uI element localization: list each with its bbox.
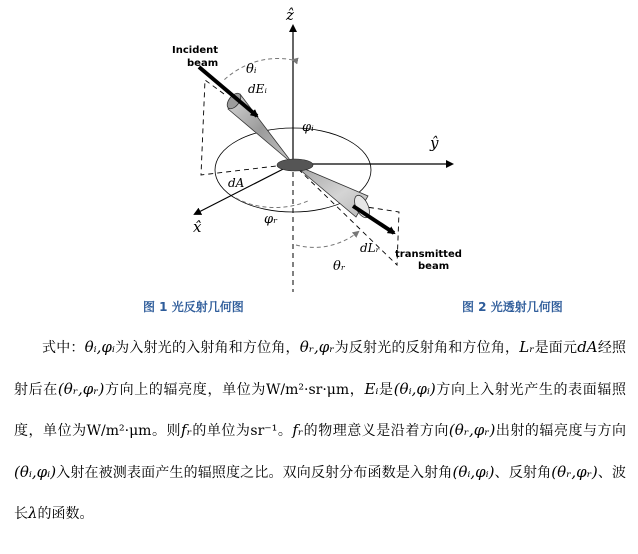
text-segment: 入射在被测表面产生的辐照度之比。双向反射分布函数是入射角 — [56, 464, 453, 481]
figure-1-caption: 图 1 光反射几何图 — [143, 300, 244, 314]
dLr-label: dLᵣ — [360, 241, 380, 255]
theta-r-arc — [296, 232, 358, 247]
y-axis-label: ŷ — [430, 134, 439, 152]
math-incident-direction: (θᵢ,φᵢ) — [393, 379, 436, 398]
incident-label-1: Incident — [172, 45, 219, 56]
text-segment: 式中： — [42, 340, 85, 356]
text-segment: ， — [349, 381, 365, 398]
math-incident-direction: (θᵢ,φᵢ) — [14, 462, 57, 481]
math-fr: fᵣ — [181, 421, 192, 439]
math-reflected-direction: (θᵣ,φᵣ) — [57, 379, 105, 398]
transmitted-label-1: transmitted — [395, 249, 462, 260]
phi-r-label: φᵣ — [264, 212, 278, 227]
phi-i-label: φᵢ — [302, 120, 314, 135]
theta-i-label: θᵢ — [246, 62, 257, 77]
z-axis-label: ẑ — [286, 6, 294, 24]
text-segment: 。则 — [151, 423, 182, 439]
math-lambda: λ — [28, 504, 38, 522]
transmitted-label-2: beam — [418, 261, 450, 272]
math-dA: dA — [577, 338, 598, 356]
math-incident-angle: (θᵢ,φᵢ) — [452, 462, 495, 481]
dEi-label: dEᵢ — [248, 82, 267, 96]
incident-label-2: beam — [187, 58, 219, 69]
text-segment: 是 — [378, 381, 394, 398]
theta-i-arc — [224, 58, 293, 80]
math-reflected-angle: (θᵣ,φᵣ) — [551, 462, 598, 481]
math-Lr: Lᵣ — [519, 338, 535, 356]
text-segment: 为反射光的反射角和方位角， — [334, 340, 520, 356]
transmitted-projection — [293, 164, 399, 265]
text-segment: 方向上入射光产生的表面辐照度，单位为 — [14, 381, 627, 439]
phi-r-arc — [236, 198, 310, 208]
text-segment: 方向上的辐亮度，单位为 — [104, 381, 266, 398]
unit-radiance: W/m²·sr·μm — [266, 381, 350, 398]
math-Ei: Eᵢ — [364, 379, 379, 398]
surface-element — [277, 159, 313, 171]
body-paragraph — [14, 327, 626, 535]
text-segment: 。 — [277, 423, 293, 439]
figure-2-caption: 图 2 光透射几何图 — [462, 300, 563, 314]
text-segment: 、反射角 — [494, 464, 552, 481]
math-incident-angles: θᵢ,φᵢ — [84, 338, 115, 356]
text-segment: 的单位为 — [191, 423, 251, 439]
theta-r-label: θᵣ — [333, 259, 346, 274]
text-segment: 的函数。 — [37, 506, 94, 522]
dA-label: dA — [228, 176, 245, 190]
text-segment: 的物理意义是沿着方向 — [303, 423, 449, 439]
text-segment: 出射的辐亮度与方向 — [495, 423, 627, 439]
text-segment: 为入射光的入射角和方位角， — [114, 340, 300, 356]
text-segment: 是面元 — [534, 340, 578, 356]
x-axis-label: x̂ — [193, 218, 202, 236]
text-segment: 、波长 — [14, 464, 627, 522]
math-reflected-direction: (θᵣ,φᵣ) — [448, 421, 496, 439]
unit-sr-inverse: sr⁻¹ — [250, 423, 278, 439]
unit-irradiance: W/m²·μm — [86, 423, 152, 439]
text-segment: 经照射后在 — [14, 340, 627, 398]
math-reflected-angles: θᵣ,φᵣ — [299, 338, 335, 356]
math-fr: fᵣ — [292, 421, 304, 439]
incident-projection — [201, 80, 293, 175]
